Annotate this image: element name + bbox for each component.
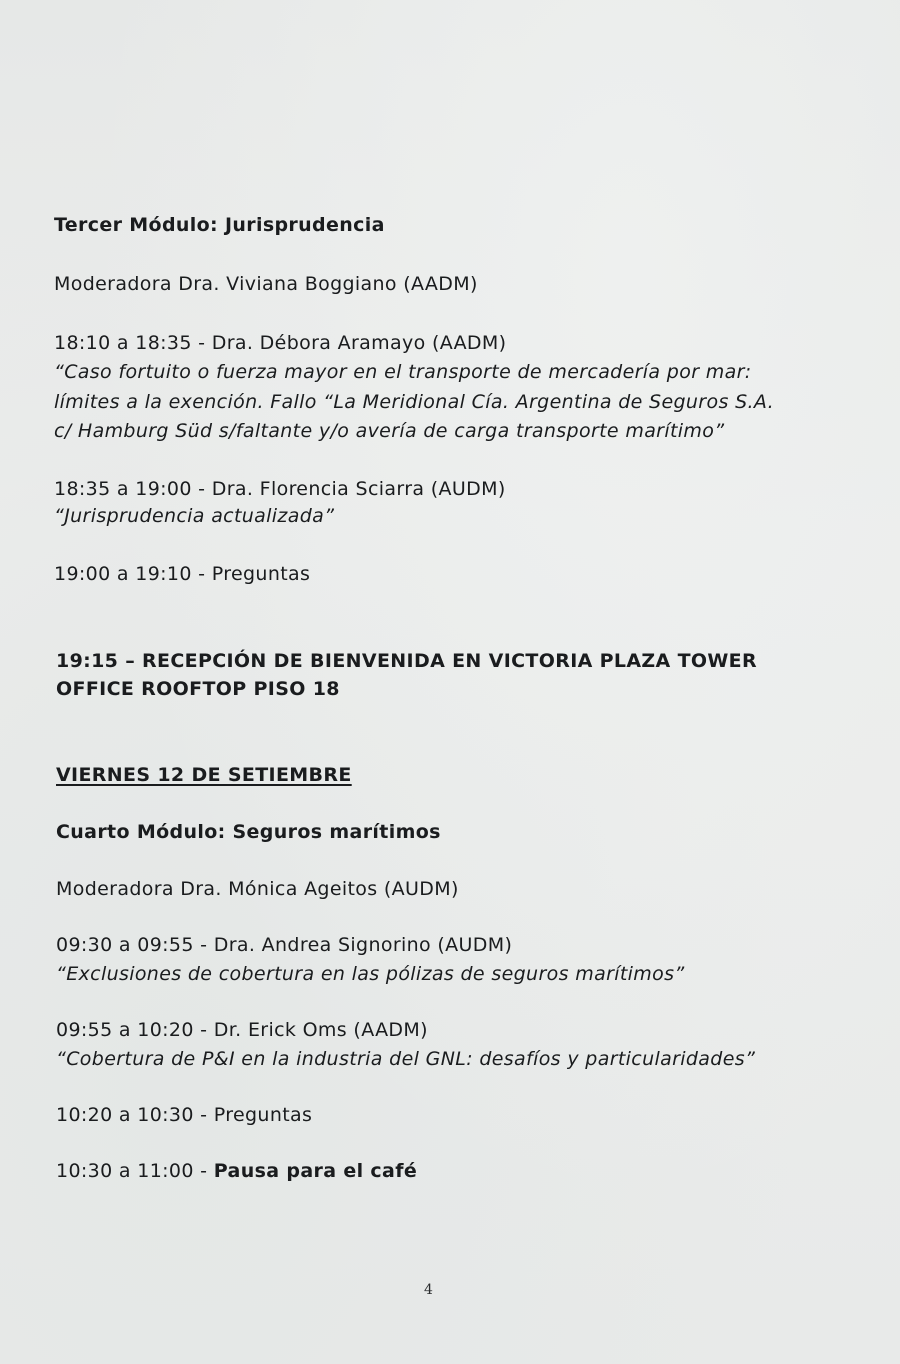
module3-talk1-title-line2: límites a la exención. Fallo “La Meridional Cía. Argentina de Seguros S.A. xyxy=(54,391,774,413)
module3-questions: 19:00 a 19:10 - Preguntas xyxy=(54,563,311,585)
module4-talk2-title: “Cobertura de P&I en la industria del GNL: desafíos y particularidades” xyxy=(56,1048,756,1070)
day-heading: VIERNES 12 DE SETIEMBRE xyxy=(56,764,352,786)
page-number: 4 xyxy=(424,1282,433,1298)
module4-questions: 10:20 a 10:30 - Preguntas xyxy=(56,1104,313,1126)
reception-line1: 19:15 – RECEPCIÓN DE BIENVENIDA EN VICTORIA PLAZA TOWER xyxy=(56,650,757,672)
module4-break-time: 10:30 a 11:00 - xyxy=(56,1160,214,1182)
module4-talk1-title: “Exclusiones de cobertura en las pólizas de seguros marítimos” xyxy=(56,963,685,985)
module3-talk1-time: 18:10 a 18:35 - Dra. Débora Aramayo (AADM) xyxy=(54,332,507,354)
module4-break xyxy=(56,1158,417,1184)
module4-talk2-time: 09:55 a 10:20 - Dr. Erick Oms (AADM) xyxy=(56,1019,428,1041)
module4-moderator: Moderadora Dra. Mónica Ageitos (AUDM) xyxy=(56,878,459,900)
reception-line2: OFFICE ROOFTOP PISO 18 xyxy=(56,678,340,700)
module4-break-label: Pausa para el café xyxy=(213,1160,418,1182)
module3-talk1-title-line3: c/ Hamburg Süd s/faltante y/o avería de carga transporte marítimo” xyxy=(54,420,725,442)
module3-talk1-title-line1: “Caso fortuito o fuerza mayor en el transporte de mercadería por mar: xyxy=(54,361,752,383)
module3-moderator: Moderadora Dra. Viviana Boggiano (AADM) xyxy=(54,273,478,295)
module3-title: Tercer Módulo: Jurisprudencia xyxy=(54,214,385,236)
module4-talk1-time: 09:30 a 09:55 - Dra. Andrea Signorino (AUDM) xyxy=(56,934,513,956)
module3-talk2-title: “Jurisprudencia actualizada” xyxy=(54,505,335,527)
module3-talk2-time: 18:35 a 19:00 - Dra. Florencia Sciarra (AUDM) xyxy=(54,478,506,500)
module4-title: Cuarto Módulo: Seguros marítimos xyxy=(56,821,441,843)
